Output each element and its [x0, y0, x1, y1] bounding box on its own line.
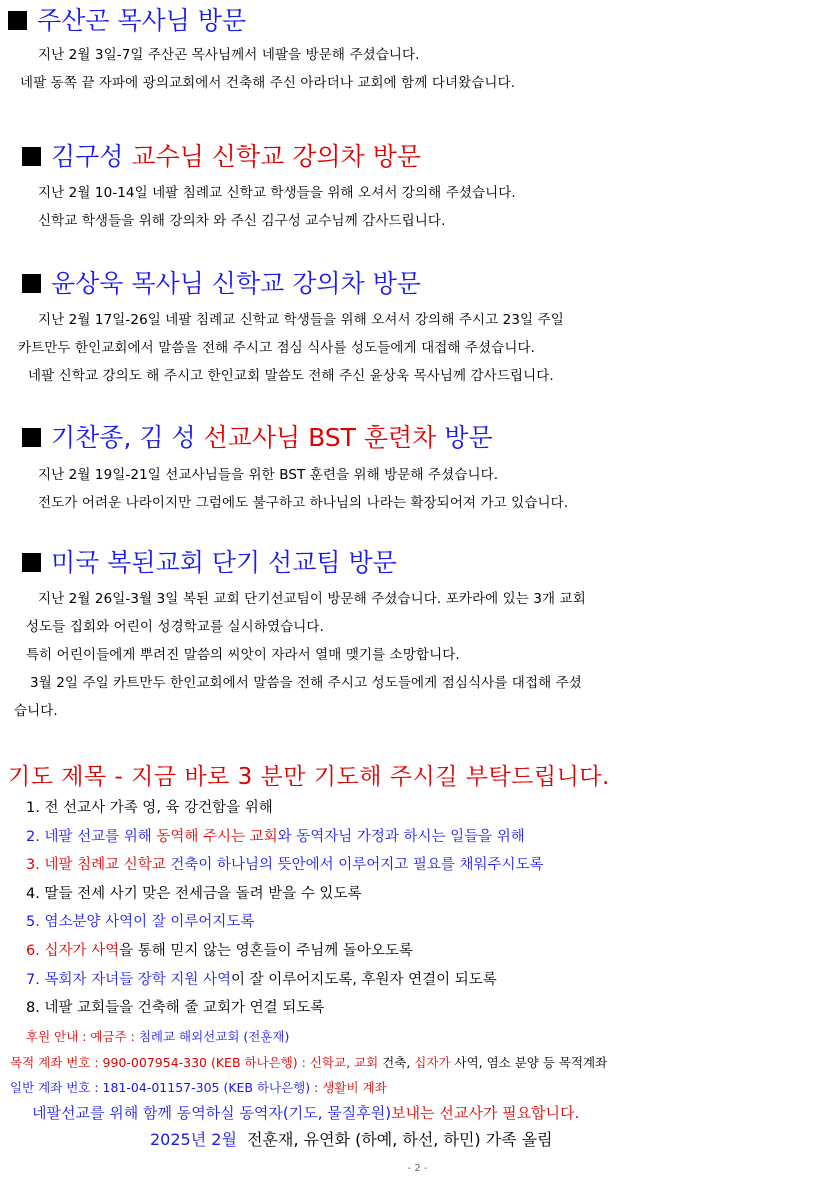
- support-guide-label: 후원 안내 : 예금주 :: [26, 1029, 135, 1044]
- prayer-highlight: 침례교 신학교: [77, 857, 166, 874]
- signature-names: 전훈재, 유연화 (하예, 하선, 하민) 가족 올림: [247, 1130, 553, 1149]
- prayer-title: 기도 제목 - 지금 바로 3 분만 기도해 주시길 부탁드립니다.: [8, 764, 610, 790]
- paragraph-line: 네팔 동쪽 끝 자파에 광의교회에서 건축해 주신 아라더나 교회에 함께 다녀왔습니다.: [20, 75, 516, 91]
- page-number: - 2 -: [407, 1163, 428, 1174]
- section-heading: [22, 547, 397, 579]
- section-heading: [22, 422, 493, 454]
- purpose-account: [10, 1053, 607, 1071]
- prayer-item: 1. 전 선교사 가족 영, 육 강건함을 위해: [26, 800, 273, 816]
- general-account-label: 일반 계좌 번호 : 181-04-01157-305 (KEB 하나은행) :: [10, 1080, 319, 1095]
- prayer-highlight: 자녀들 장학 지원 사역: [91, 971, 231, 988]
- general-account: [10, 1078, 387, 1096]
- paragraph-line: 지난 2월 3일-7일 주산곤 목사님께서 네팔을 방문해 주셨습니다.: [38, 47, 420, 63]
- prayer-text: 2. 네팔 선교를 위해: [26, 828, 152, 845]
- square-bullet-icon: [22, 274, 41, 293]
- prayer-item: 8. 네팔 교회들을 건축해 줄 교회가 연결 되도록: [26, 1000, 325, 1017]
- prayer-item: 4. 딸들 전세 사기 맞은 전세금을 돌려 받을 수 있도록: [26, 885, 362, 902]
- section-title-rest: 교수님 신학교 강의차 방문: [131, 142, 421, 171]
- appeal-text: 네팔선교를 위해 함께 동역하실 동역자(기도, 물질후원): [32, 1104, 392, 1122]
- paragraph-line: 전도가 어려운 나라이지만 그럼에도 불구하고 하나님의 나라는 확장되어져 가고 있습니다.: [38, 495, 569, 511]
- prayer-list: [26, 794, 544, 1023]
- section-title: 윤상욱 목사님 신학교 강의차 방문: [51, 269, 421, 298]
- section-heading: [22, 141, 421, 173]
- purpose-highlight: 신학교, 교회: [309, 1055, 379, 1070]
- prayer-item: [26, 966, 544, 995]
- paragraph-line: 네팔 신학교 강의도 해 주시고 한인교회 말씀도 전해 주신 윤상욱 목사님께 감사드립니다.: [28, 368, 554, 384]
- paragraph-line: 지난 2월 19일-21일 선교사님들을 위한 BST 훈련을 위해 방문해 주셨습니다.: [38, 467, 499, 483]
- prayer-item: [26, 851, 544, 880]
- section-title-end: 방문: [444, 423, 493, 452]
- prayer-text: 을 통해 믿지 않는 영혼들이 주님께 돌아오도록: [119, 942, 413, 959]
- paragraph-line: 성도들 집회와 어린이 성경학교를 실시하였습니다.: [26, 619, 324, 635]
- section-title: 주산곤 목사님 방문: [37, 6, 247, 35]
- prayer-highlight: 6. 십자가 사역: [26, 942, 120, 959]
- paragraph-line: 지난 2월 26일-3월 3일 복된 교회 단기선교팀이 방문해 주셨습니다. 포카라에 있는 3개 교회: [38, 591, 586, 607]
- purpose-text: 사역, 염소 분양 등 목적계좌: [454, 1055, 608, 1070]
- purpose-account-label: 목적 계좌 번호 : 990-007954-330 (KEB 하나은행) :: [10, 1055, 306, 1070]
- paragraph-line: 지난 2월 17일-26일 네팔 침례교 신학교 학생들을 위해 오셔서 강의해 주시고 23일 주일: [38, 312, 564, 328]
- support-guide: [26, 1027, 289, 1045]
- square-bullet-icon: [22, 147, 41, 166]
- prayer-item: [26, 823, 544, 852]
- section-heading: [22, 268, 421, 300]
- paragraph-line: 3월 2일 주일 카트만두 한인교회에서 말씀을 전해 주시고 성도들에게 점심식사를 대접해 주셨: [30, 675, 582, 691]
- section-title-name: 김구성: [51, 142, 124, 171]
- paragraph-line: 카트만두 한인교회에서 말씀을 전해 주시고 점심 식사를 성도들에게 대접해 주셨습니다.: [18, 340, 535, 356]
- section-title-mid: 선교사님 BST 훈련차: [203, 423, 437, 452]
- purpose-text: 건축,: [382, 1055, 411, 1070]
- section-title-name: 기찬종, 김 성: [51, 423, 196, 452]
- prayer-text: 와 동역자님 가정과 하시는 일들을 위해: [277, 828, 525, 845]
- signature-date: 2025년 2월: [150, 1130, 237, 1149]
- prayer-item: 5. 염소분양 사역이 잘 이루어지도록: [26, 914, 255, 931]
- prayer-highlight: 동역해 주시는 교회: [156, 828, 278, 845]
- purpose-highlight: 십자가: [414, 1055, 451, 1070]
- prayer-text: 건축이 하나님의 뜻안에서 이루어지고 필요를 채워주시도록: [170, 857, 544, 874]
- support-guide-value: 침례교 해외선교회 (전훈재): [138, 1029, 290, 1044]
- paragraph-line: 지난 2월 10-14일 네팔 침례교 신학교 학생들을 위해 오셔서 강의해 주셨습니다.: [38, 185, 516, 201]
- section-title: 미국 복된교회 단기 선교팀 방문: [51, 548, 397, 577]
- prayer-text: 이 잘 이루어지도록, 후원자 연결이 되도록: [230, 971, 497, 988]
- square-bullet-icon: [22, 553, 41, 572]
- paragraph-line: 신학교 학생들을 위해 강의차 와 주신 김구성 교수님께 감사드립니다.: [38, 213, 446, 229]
- paragraph-line: 습니다.: [14, 703, 58, 719]
- section-heading: [8, 5, 246, 37]
- prayer-text: 7. 목회자: [26, 971, 87, 988]
- square-bullet-icon: [8, 11, 27, 30]
- prayer-text: 3. 네팔: [26, 857, 73, 874]
- appeal-highlight: 보내는 선교사가 필요합니다.: [391, 1104, 580, 1122]
- paragraph-line: 특히 어린이들에게 뿌려진 말씀의 씨앗이 자라서 열매 맺기를 소망합니다.: [26, 647, 460, 663]
- square-bullet-icon: [22, 428, 41, 447]
- prayer-item: [26, 937, 544, 966]
- signature: [150, 1127, 553, 1150]
- general-account-value: 생활비 계좌: [322, 1080, 387, 1095]
- appeal-line: [32, 1102, 579, 1123]
